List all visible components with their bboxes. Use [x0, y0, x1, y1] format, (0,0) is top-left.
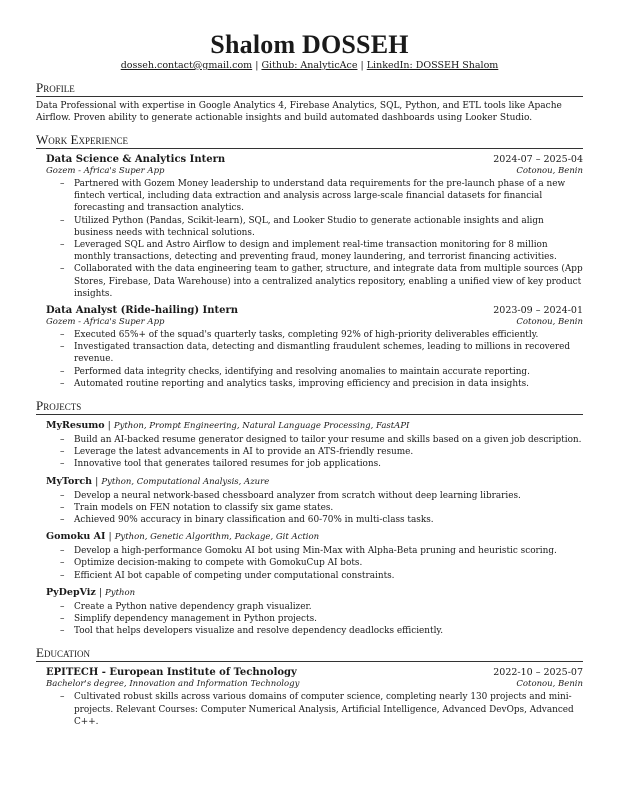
education-location: Cotonou, Benin	[516, 679, 583, 690]
contact-separator: |	[360, 60, 364, 71]
contact-separator: |	[255, 60, 259, 71]
candidate-name: Shalom DOSSEH	[210, 30, 409, 59]
job-title: Data Analyst (Ride-hailing) Intern	[46, 305, 239, 317]
profile-heading: Profile	[36, 81, 583, 97]
project-name: PyDepViz	[46, 586, 96, 598]
project-tech: Python, Prompt Engineering, Natural Language Processing, FastAPI	[113, 421, 410, 432]
bullet-item: – Achieved 90% accuracy in binary classification and 60-70% in multi-class tasks.	[74, 514, 583, 526]
linkedin-link[interactable]: LinkedIn: DOSSEH Shalom	[366, 60, 499, 71]
job-date: 2023-09 – 2024-01	[493, 305, 583, 317]
job-bullets	[46, 329, 583, 390]
experience-heading: Work Experience	[36, 133, 583, 149]
bullet-item: – Performed data integrity checks, identifying and resolving anomalies to maintain accurate reporting.	[74, 366, 583, 378]
job-company: Gozem - Africa's Super App	[46, 166, 165, 176]
project-entry: Gomoku AI | Python, Genetic Algorithm, Package, Git Action – Develop a high-performance Gomoku AI bot using Min-Max with Alpha-Beta pruning and heuristic scoring. – Optimize decision-making to compete with GomokuCup AI bots. – Efficient AI bot capable of competing under computational constraints.	[46, 530, 583, 582]
bullet-item: – Leverage the latest advancements in AI to provide an ATS-friendly resume.	[74, 446, 583, 458]
bullet-item: – Partnered with Gozem Money leadership to understand data requirements for the pre-launch phase of a new fintech vertical, including data extraction and analysis across large-scale financial datasets for financial forecasting and transaction analytics.	[74, 178, 583, 215]
project-bullets	[46, 434, 583, 471]
bullet-item: – Create a Python native dependency graph visualizer.	[74, 601, 583, 613]
project-name: MyResumo	[46, 420, 105, 432]
project-entry: PyDepViz | Python – Create a Python native dependency graph visualizer. – Simplify dependency management in Python projects. – Tool that helps developers visualize and resolve dependency deadlocks efficiently.	[46, 586, 583, 638]
bullet-item: – Efficient AI bot capable of competing under computational constraints.	[74, 570, 583, 582]
job-location: Cotonou, Benin	[516, 166, 583, 176]
school-name: EPITECH - European Institute of Technology	[46, 667, 297, 679]
email-link[interactable]: dosseh.contact@gmail.com	[120, 60, 253, 71]
project-entry: MyTorch | Python, Computational Analysis, Azure – Develop a neural network-based chessboard analyzer from scratch without deep learning libraries. – Train models on FEN notation to classify six game states. – Achieved 90% accuracy in binary classification and 60-70% in multi-class tasks.	[46, 475, 583, 527]
contact-line	[36, 60, 583, 72]
education-date: 2022-10 – 2025-07	[493, 667, 583, 679]
job-entry	[46, 153, 583, 300]
job-entry	[46, 304, 583, 390]
project-tech: Python, Genetic Algorithm, Package, Git Action	[114, 532, 320, 543]
bullet-item: – Innovative tool that generates tailored resumes for job applications.	[74, 458, 583, 470]
bullet-item: – Automated routine reporting and analytics tasks, improving efficiency and precision in data insights.	[74, 378, 583, 390]
project-name: MyTorch	[46, 475, 93, 487]
bullet-item: – Build an AI-backed resume generator designed to tailor your resume and skills based on a given job description.	[74, 434, 583, 446]
job-date: 2024-07 – 2025-04	[493, 154, 583, 165]
projects-heading: Projects	[36, 399, 583, 415]
bullet-item: – Develop a high-performance Gomoku AI bot using Min-Max with Alpha-Beta pruning and heuristic scoring.	[74, 545, 583, 557]
bullet-item: – Utilized Python (Pandas, Scikit-learn), SQL, and Looker Studio to generate actionable insights and align business needs with technical solutions.	[74, 215, 583, 239]
github-link[interactable]: Github: AnalyticAce	[261, 60, 358, 71]
project-bullets	[46, 601, 583, 638]
project-name: Gomoku AI	[46, 531, 106, 543]
bullet-item: – Investigated transaction data, detecting and dismantling fraudulent schemes, leading to millions in recovered revenue.	[74, 341, 583, 365]
project-bullets	[46, 490, 583, 527]
project-tech: Python	[105, 587, 136, 598]
bullet-item: – Tool that helps developers visualize and resolve dependency deadlocks efficiently.	[74, 625, 583, 637]
bullet-item: – Leveraged SQL and Astro Airflow to design and implement real-time transaction monitoring for 8 million monthly transactions, detecting and preventing fraud, money laundering, and terrorist financing activities.	[74, 239, 583, 263]
bullet-item: – Simplify dependency management in Python projects.	[74, 613, 583, 625]
bullet-item: – Executed 65%+ of the squad's quarterly tasks, completing 92% of high-priority deliverables efficiently.	[74, 329, 583, 341]
job-bullets	[46, 178, 583, 300]
resume-page	[36, 32, 583, 728]
bullet-item: – Cultivated robust skills across various domains of computer science, completing nearly 130 projects and mini-projects. Relevant Courses: Computer Numerical Analysis, Artificial Intelligence, Advanced DevOps, Advanced C++.	[74, 691, 583, 728]
education-entry	[46, 666, 583, 728]
project-entry: MyResumo | Python, Prompt Engineering, Natural Language Processing, FastAPI – Build an AI-backed resume generator designed to tailor your resume and skills based on a given job description. – Leverage the latest advancements in AI to provide an ATS-friendly resume. – Innovative tool that generates tailored resumes for job applications.	[46, 419, 583, 471]
job-title: Data Science & Analytics Intern	[46, 154, 226, 165]
project-bullets	[46, 545, 583, 582]
bullet-item: – Train models on FEN notation to classify six game states.	[74, 502, 583, 514]
profile-summary: Data Professional with expertise in Google Analytics 4, Firebase Analytics, SQL, Python, and ETL tools like Apache Airflow. Proven ability to generate actionable insights and build automated dashboards using Looker Studio.	[36, 101, 562, 123]
education-heading: Education	[36, 646, 583, 662]
degree: Bachelor's degree, Innovation and Information Technology	[46, 679, 300, 690]
project-tech: Python, Computational Analysis, Azure	[101, 476, 270, 487]
bullet-item: – Optimize decision-making to compete with GomokuCup AI bots.	[74, 557, 583, 569]
job-company: Gozem - Africa's Super App	[46, 317, 165, 328]
education-bullets	[46, 691, 583, 728]
bullet-item: – Collaborated with the data engineering team to gather, structure, and integrate data from multiple sources (App Stores, Firebase, Data Warehouse) into a centralized analytics repository, enabling a unified view of key product insights.	[74, 263, 583, 300]
job-location: Cotonou, Benin	[516, 317, 583, 328]
bullet-item: – Develop a neural network-based chessboard analyzer from scratch without deep learning libraries.	[74, 490, 583, 502]
